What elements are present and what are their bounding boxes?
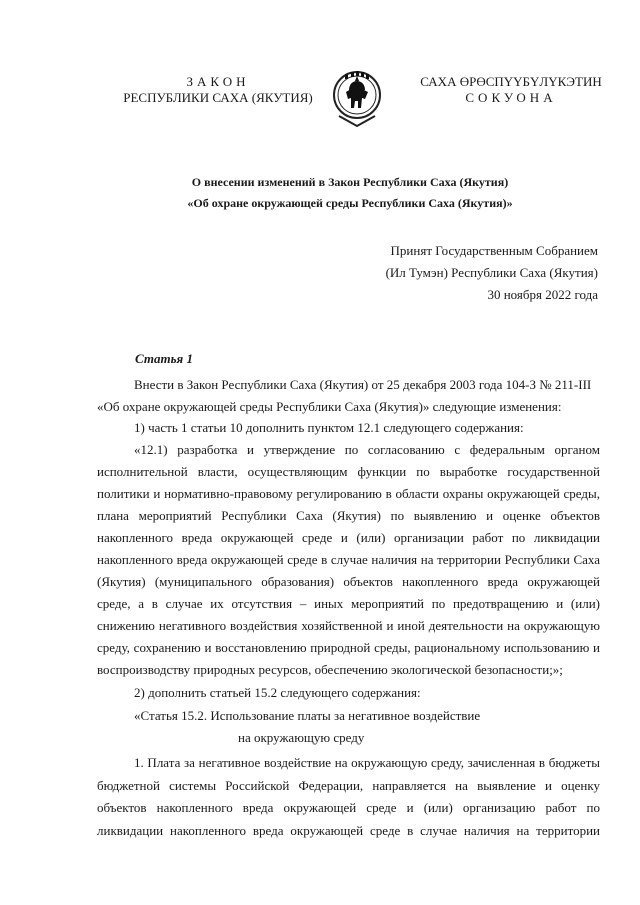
body-line: 1) часть 1 статьи 10 дополнить пунктом 12.1 следующего содержания: (134, 420, 524, 435)
adoption-line3: 30 ноября 2022 года (487, 287, 598, 302)
body-line: накопленного вреда окружающей среде в случае наличия на территории Республики Саха (97, 552, 600, 567)
document-title-line2: «Об охране окружающей среды Республики Саха (Якутия)» (187, 196, 513, 210)
body-line: среду, сохранению и восстановлению природной среды, рациональному использованию и (97, 640, 600, 655)
body-line: исполнительной власти, осуществляющим функции по выработке государственной (97, 464, 600, 479)
body-line: «Статья 15.2. Использование платы за негативное воздействие (134, 708, 481, 723)
header-right (404, 74, 618, 106)
header-right-subtitle: СОКУОНА (465, 90, 557, 105)
body-line: 1. Плата за негативное воздействие на окружающую среду, зачисленная в бюджеты (134, 755, 600, 770)
adoption-line2: (Ил Тумэн) Республики Саха (Якутия) (385, 265, 598, 280)
body-line: объектов накопленного вреда окружающей среде и (или) организацию работ по (97, 800, 600, 815)
header-right-title: САХА ӨРӨСПҮҮБҮЛҮКЭТИН (420, 74, 602, 89)
body-line: воспроизводству природных ресурсов, обеспечению экологической безопасности;»; (97, 662, 563, 677)
body-line: среде, а в случае их отсутствия – иных мероприятий по предотвращению и (или) (97, 596, 600, 611)
body-line: накопленного вреда окружающей среде и (или) организации работ по ликвидации (97, 530, 600, 545)
body-line: «12.1) разработка и утверждение по согласованию с федеральным органом (134, 442, 600, 457)
coat-of-arms-icon (331, 68, 383, 130)
body-line: Внести в Закон Республики Саха (Якутия) от 25 декабря 2003 года 104-З № 211-III (134, 377, 592, 392)
body-line: 2) дополнить статьей 15.2 следующего содержания: (134, 685, 421, 700)
body-line: «Об охране окружающей среды Республики Саха (Якутия)» следующие изменения: (97, 399, 562, 414)
header-left-title: ЗАКОН (186, 74, 250, 89)
adoption-line1: Принят Государственным Собранием (390, 243, 598, 258)
article-heading: Статья 1 (135, 351, 193, 366)
body-line: (Якутия) (муниципального образования) объектов накопленного вреда окружающей (97, 574, 600, 589)
header-left (112, 74, 324, 106)
document-title-line1: О внесении изменений в Закон Республики Саха (Якутия) (191, 175, 509, 189)
body-line: плана мероприятий Республики Саха (Якутия) по выявлению и оценке объектов (97, 508, 600, 523)
body-line: политики и нормативно-правовому регулированию в области охраны окружающей среды, (97, 486, 600, 501)
body-line: на окружающую среду (238, 730, 365, 745)
header-left-subtitle: РЕСПУБЛИКИ САХА (ЯКУТИЯ) (123, 90, 313, 105)
body-line: ликвидации накопленного вреда окружающей среде в случае наличия на территории (97, 823, 600, 838)
body-line: бюджетной системы Российской Федерации, направляется на выявление и оценку (97, 778, 600, 793)
adoption-block (386, 240, 598, 306)
body-line: снижению негативного воздействия хозяйственной и иной деятельности на окружающую (97, 618, 600, 633)
